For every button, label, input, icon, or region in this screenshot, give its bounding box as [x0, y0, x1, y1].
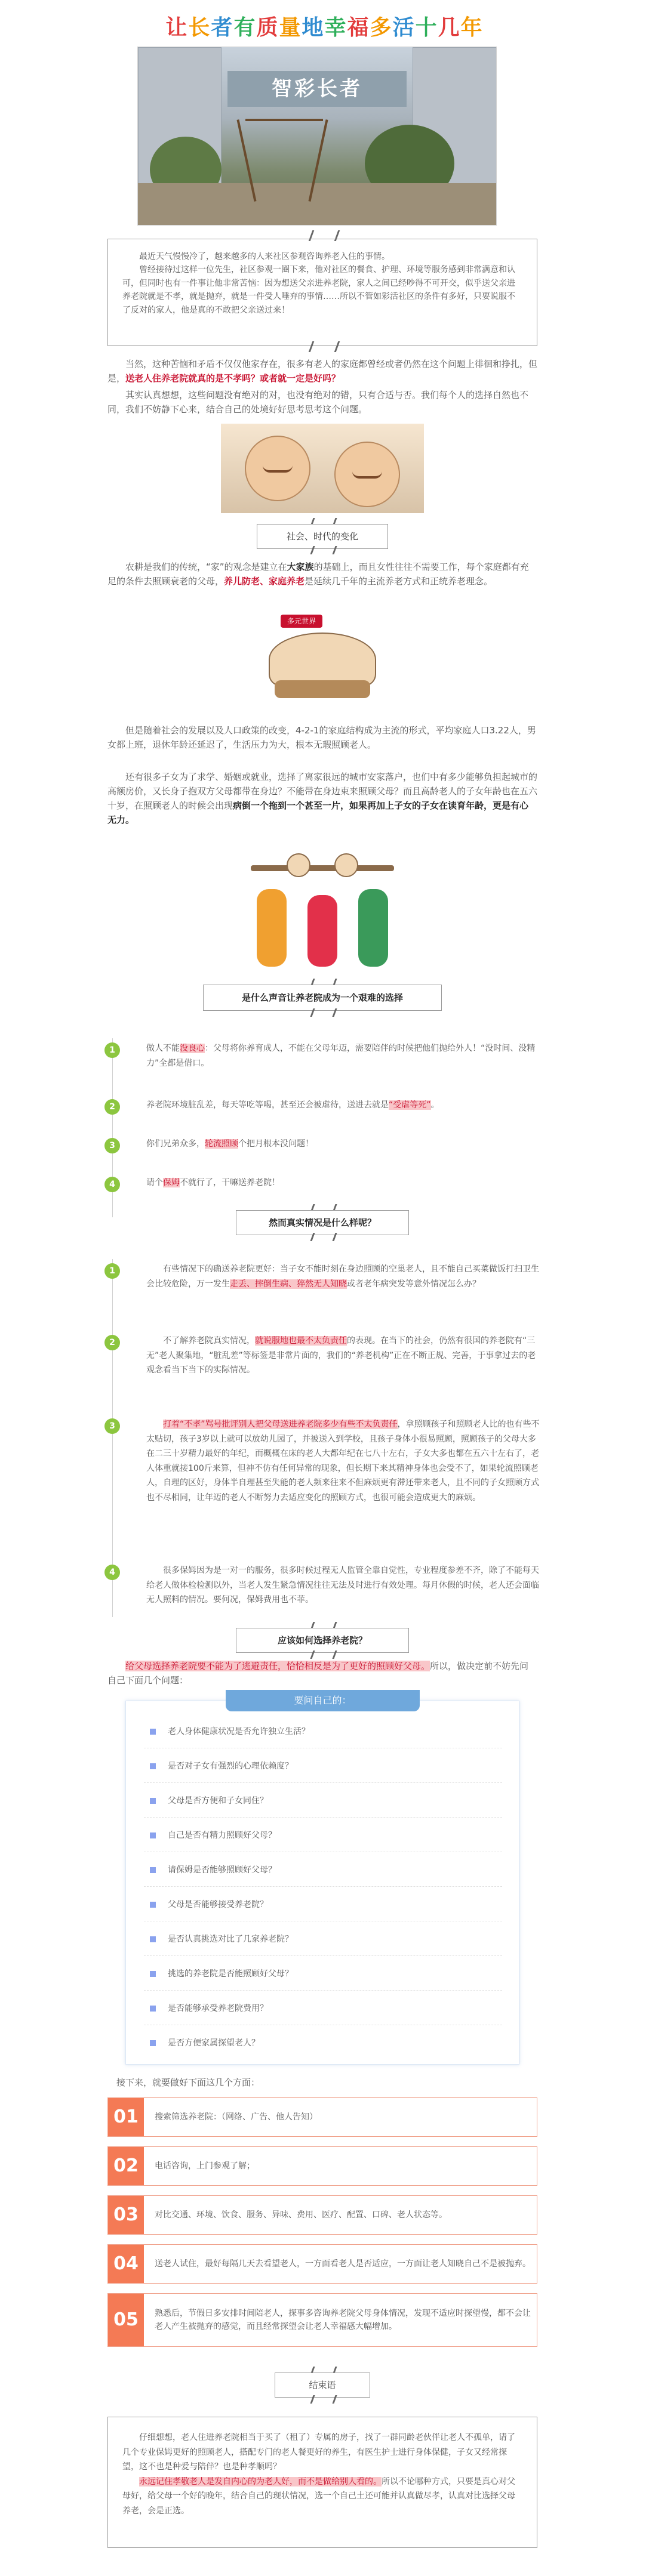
section-heading: 社会、时代的变化 [257, 524, 388, 549]
list-number: 2 [104, 1099, 120, 1115]
step-number: 02 [108, 2147, 144, 2185]
title-char: 质 [256, 15, 279, 40]
checklist-item: 挑选的养老院是否能照顾好父母？ [150, 1967, 293, 1980]
box-clip-icon [310, 546, 337, 554]
step-text: 熟悉后，节假日多安排时间陪老人，探事多咨询养老院父母身体情况，发现不适应时探望慢，都不会让老人产生被抛弃的感觉，而且经常探望会让老人幸福感大幅增加。 [155, 2308, 531, 2331]
paragraph: 其实认真想想，这些问题没有绝对的对，也没有绝对的错，只有合适与否。我们每个人的选择自然也不同，我们不妨静下心来，结合自己的处境好好思考思考这个问题。 [107, 390, 529, 415]
self-check-card [125, 1701, 519, 2065]
box-clip-icon [310, 2395, 337, 2404]
title-char: 长 [188, 15, 211, 40]
title-char: 多 [370, 15, 393, 40]
checklist-item: 请保姆是否能够照顾好父母？ [150, 1864, 276, 1877]
section-heading: 是什么声音让养老院成为一个艰难的选择 [203, 985, 442, 1011]
checklist-item: 是否能够承受养老院费用？ [150, 2002, 268, 2015]
step-item [107, 2244, 537, 2284]
list-item [104, 1417, 540, 1554]
list-number: 2 [104, 1335, 120, 1350]
title-char: 几 [438, 15, 461, 40]
list-number: 3 [104, 1138, 120, 1153]
page-title [0, 11, 649, 45]
checklist-item: 是否对子女有强烈的心理依赖度？ [150, 1760, 293, 1773]
paragraph: 给父母选择养老院要不能为了逃避责任，恰恰相反是为了更好的照顾好父母。所以，做决定前不妨先问自己下面几个问题： [107, 1661, 529, 1686]
paragraph: 但是随着社会的发展以及人口政策的改变，4-2-1的家庭结构成为主流的形式，平均家庭人口3.22人，男女都上班，退休年龄还延迟了，生活压力为大，根本无瑕照顾老人。 [107, 725, 536, 750]
box-clip-icon [309, 341, 340, 352]
step-number: 05 [108, 2294, 144, 2346]
step-number: 04 [108, 2245, 144, 2283]
step-text: 送老人试住，最好每隔几天去看望老人，一方面看老人是否适应，一方面让老人知晓自己不是被抛弃。 [155, 2259, 531, 2269]
checklist-item: 父母是否能够接受养老院？ [150, 1898, 268, 1911]
list-text: 你们兄弟众多，轮流照顾个把月根本没问题！ [146, 1139, 313, 1149]
title-char: 者 [211, 15, 234, 40]
elderly-dolls-photo [221, 424, 424, 513]
list-item [104, 1262, 540, 1316]
list-item [104, 1041, 540, 1077]
bullet-square-icon [150, 1936, 156, 1942]
title-char: 量 [279, 15, 302, 40]
title-char: 有 [233, 15, 257, 40]
list-item [104, 1137, 540, 1161]
step-text: 搜索筛选养老院：（网络、广告、他人告知） [155, 2112, 318, 2122]
bullet-square-icon [150, 1832, 156, 1838]
title-char: 年 [460, 15, 484, 40]
title-char: 地 [302, 15, 325, 40]
checklist-item: 是否方便家属探望老人？ [150, 2037, 260, 2050]
bullet-square-icon [150, 1763, 156, 1769]
community-sign: 智彩长者 [227, 71, 407, 107]
title-char: 幸 [324, 15, 347, 40]
section-heading: 结束语 [275, 2373, 370, 2398]
step-text: 电话咨询，上门参观了解； [155, 2161, 255, 2171]
paragraph: 当然，这种苦恼和矛盾不仅仅他家存在，很多有老人的家庭都曾经或者仍然在这个问题上徘徊和挣扎，但是，送老人住养老院就真的是不孝吗？或者就一定是好吗？ [107, 359, 538, 384]
list-text: 打着“不孝”骂号批评别人把父母送进养老院多少有些不太负责任，拿照顾孩子和照顾老人比的也有些不太贴切，孩子3岁以上就可以放幼儿园了，并被送入到学校，且孩子身体小很易照顾，照顾孩子的父母大多在二三十岁精力最好的年纪，而概概在床的老人大都年纪在七八十左右，子女大多也都在五六十左右了，老人体重就接100斤来算，但神不仿有任何异常的现象，但长期下来其精神身体也会受不了，如果轮流照顾老人，自理的区好，身体半自理甚至失能的老人频来往来不但麻烦更有滞还带来老人，且不同的子女照顾方式也不尽相同，让年迈的老人不断努力去适应变化的照顾方式，也很可能会造成更大的麻烦。 [146, 1420, 540, 1503]
bullet-square-icon [150, 1867, 156, 1873]
intro-text: 曾经接待过这样一位先生，社区参观一圈下来，他对社区的餐食、护理、环境等服务感到非常满意和认可，但同时也有一件事让他非常苦恼：因为想送父亲进养老院，家人之间已经吵得不可开交，似乎送父亲进养老院就是不孝，就是抛弃，就是一件受人唾弃的事情……所以不管如彩活社区的条件有多好，只要说服不了反对的家人，他是真的不敢把父亲送过来！ [122, 265, 515, 315]
conclusion-text: 仔细想想，老人住进养老院相当于买了（租了）专属的房子，找了一群同龄老伙伴让老人不孤单，请了几个专业保姆更好的照顾老人，搭配专门的老人餐更好的养生，有医生护士进行身体保健，子女又经常探望，这不也是种爱与陪伴？也是种孝顺吗？ [122, 2433, 515, 2472]
title-char: 活 [392, 15, 416, 40]
checklist-item: 老人身体健康状况是否允许独立生活？ [150, 1725, 310, 1738]
step-item [107, 2293, 537, 2347]
title-char: 福 [347, 15, 370, 40]
list-item [104, 1098, 540, 1122]
list-number: 4 [104, 1177, 120, 1192]
section-heading: 然而真实情况是什么样呢？ [236, 1210, 409, 1235]
checklist-item: 父母是否方便和子女同住？ [150, 1794, 268, 1807]
list-text: 不了解养老院真实情况，就说服地也最不太负责任的表现。在当下的社会，仍然有很国的养老院有“三无”老人聚集地，“脏乱差”等标签是非常片面的，我们的“养老机构”正在不断正规、完善，于事拿过去的老观念看当下当下的实际情况。 [146, 1336, 536, 1375]
step-number: 03 [108, 2196, 144, 2234]
list-number: 1 [104, 1263, 120, 1279]
crowded-family-cartoon [257, 615, 388, 704]
list-text: 养老院环境脏乱差，每天等吃等喝，甚至还会被虐待，送进去就是“受虐等死”。 [146, 1100, 439, 1110]
list-text: 请个保姆不就行了，干嘛送养老院！ [146, 1178, 280, 1187]
list-item [104, 1563, 540, 1629]
bullet-square-icon [150, 1971, 156, 1977]
paragraph: 农耕是我们的传统，“家”的观念是建立在大家族的基础上，而且女性往往不需要工作，每个家庭都有充足的条件去照顾衰老的父母，养儿防老、家庭养老是延续几千年的主流养老方式和正统养老理念。 [107, 562, 529, 587]
list-number: 1 [104, 1042, 120, 1058]
list-item [104, 1176, 540, 1199]
intro-box [107, 239, 537, 346]
title-char: 十 [415, 15, 438, 40]
checklist-item: 是否认真挑选对比了几家养老院？ [150, 1933, 293, 1946]
community-photo [137, 47, 497, 226]
cartoon-label: 多元世界 [281, 615, 322, 628]
conclusion-box [107, 2417, 537, 2548]
list-item [104, 1334, 540, 1393]
box-clip-icon [310, 1008, 337, 1017]
paragraph: 还有很多子女为了求学、婚姻或就业，选择了离家很远的城市安家落户，也们中有多少能够负担起城市的高额房价，又长身子抱双方父母都带在身边？不能带在身边束来照顾父母？而且高龄老人的子女年龄也在五六十岁，在照顾老人的时候会出现病倒一个拖到一个甚至一片，如果再加上子女的子女在读育年龄，更是有心无力。 [107, 772, 538, 825]
bullet-square-icon [150, 1729, 156, 1735]
list-number: 4 [104, 1565, 120, 1580]
step-number: 01 [108, 2098, 144, 2136]
family-support-cartoon [245, 853, 400, 973]
bullet-square-icon [150, 1798, 156, 1804]
list-text: 有些情况下的确送养老院更好：当子女不能时刻在身边照顾的空巢老人，且不能自己买菜做饭打扫卫生会比较危险，万一发生走丢、摔倒生病、猝然无人知晓或者老年病突发等意外情况怎么办？ [146, 1264, 539, 1289]
step-item [107, 2146, 537, 2186]
intro-text: 最近天气慢慢冷了，越来越多的人来社区参观咨询养老入住的事情。 [139, 252, 390, 261]
step-text: 对比交通、环境、饮食、服务、异味、费用、医疗、配置、口碑、老人状态等。 [155, 2210, 447, 2220]
checklist-item: 自己是否有精力照顾好父母？ [150, 1829, 276, 1842]
bullet-square-icon [150, 2006, 156, 2012]
conclusion-text: 永远记住孝敬老人是发自内心的为老人好，而不是做给别人看的。所以不论哪种方式，只要是真心对父母好，给父母一个好的晚年，结合自己的现状情况，选一个自己土还可能并认真做尽孝，认真对比选择父母养老，会是正选。 [122, 2476, 515, 2516]
list-text: 做人不能没良心：父母将你养育成人，不能在父母年迈，需要陪伴的时候把他们抛给外人！“没时间、没精力”全都是借口。 [146, 1044, 536, 1068]
box-clip-icon [310, 1233, 337, 1241]
bullet-square-icon [150, 2040, 156, 2046]
section-heading: 应该如何选择养老院？ [236, 1628, 409, 1653]
step-item [107, 2097, 537, 2137]
card-tab: 要问自己的： [226, 1690, 420, 1711]
paragraph: 接下来，就要做好下面这几个方面： [116, 2077, 260, 2088]
list-number: 3 [104, 1418, 120, 1434]
bullet-square-icon [150, 1902, 156, 1908]
box-clip-icon [310, 1651, 337, 1659]
title-char: 让 [165, 15, 189, 40]
step-item [107, 2195, 537, 2235]
list-text: 很多保姆因为是一对一的服务，很多时候过程无人监管全靠自觉性，专业程度参差不齐，除了不能每天给老人做体检检测以外，当老人发生紧急情况往往无法及时进行有效处理。每月休假的时候，老人还会面临无人照料的情况。要何况，保姆费用也不菲。 [146, 1566, 539, 1605]
